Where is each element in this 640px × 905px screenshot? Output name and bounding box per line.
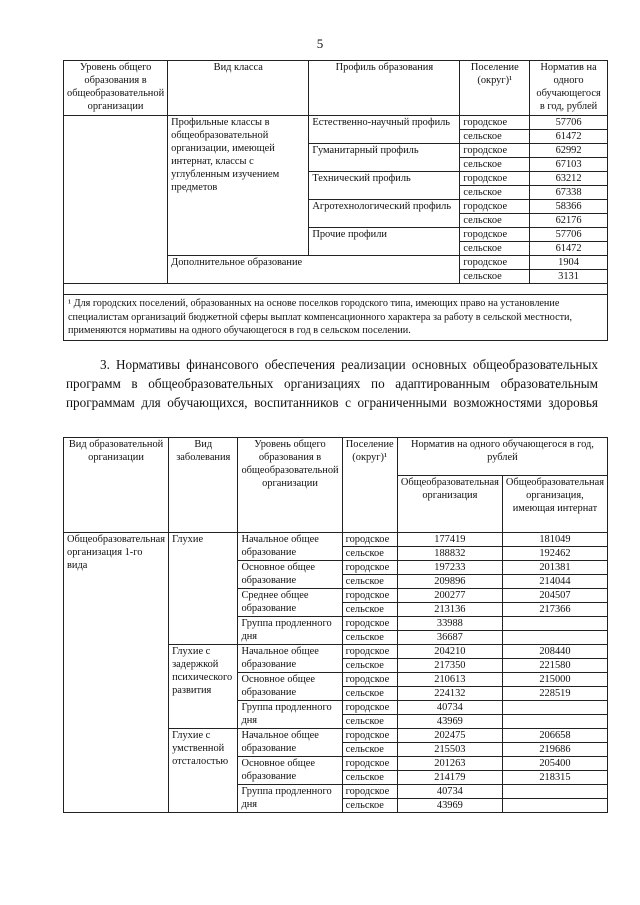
- settlement-cell: городское: [342, 589, 397, 603]
- norm-general-value: 201263: [397, 757, 502, 771]
- settlement-cell: сельское: [342, 631, 397, 645]
- settlement-cell: городское: [342, 533, 397, 547]
- settlement-cell: сельское: [460, 130, 530, 144]
- profile-name: Агротехнологический профиль: [309, 200, 460, 228]
- profile-name: Технический профиль: [309, 172, 460, 200]
- norm-general-value: 204210: [397, 645, 502, 659]
- norm-boarding-value: 221580: [502, 659, 607, 673]
- norm-value: 58366: [530, 200, 608, 214]
- settlement-cell: сельское: [460, 158, 530, 172]
- norm-general-value: 224132: [397, 687, 502, 701]
- norm-general-value: 202475: [397, 729, 502, 743]
- settlement-cell: сельское: [342, 659, 397, 673]
- norm-boarding-value: 206658: [502, 729, 607, 743]
- header-settlement: Поселение (округ)¹: [460, 61, 530, 116]
- norm-general-value: 40734: [397, 785, 502, 799]
- settlement-cell: сельское: [460, 186, 530, 200]
- norm-boarding-value: 214044: [502, 575, 607, 589]
- norm-general-value: 43969: [397, 715, 502, 729]
- norm-general-value: 210613: [397, 673, 502, 687]
- level-cell: Группа продленного дня: [238, 701, 342, 729]
- profile-name: Гуманитарный профиль: [309, 144, 460, 172]
- norm-value: 57706: [530, 228, 608, 242]
- settlement-cell: сельское: [342, 715, 397, 729]
- level-cell-empty: [64, 116, 168, 284]
- norm-boarding-value: [502, 785, 607, 799]
- header-disease: Вид заболевания: [169, 438, 238, 533]
- profile-norms-table: [63, 60, 608, 341]
- norm-value: 63212: [530, 172, 608, 186]
- norm-value: 62176: [530, 214, 608, 228]
- settlement-cell: городское: [342, 673, 397, 687]
- norm-general-value: 43969: [397, 799, 502, 813]
- page-number: 5: [316, 36, 324, 51]
- norm-general-value: 213136: [397, 603, 502, 617]
- settlement-cell: сельское: [460, 214, 530, 228]
- header-level: Уровень общего образования в общеобразовательной организации: [64, 61, 168, 116]
- settlement-cell: сельское: [342, 603, 397, 617]
- norm-boarding-value: 218315: [502, 771, 607, 785]
- norm-value: 1904: [530, 256, 608, 270]
- level-cell: Основное общее образование: [238, 673, 342, 701]
- level-cell: Начальное общее образование: [238, 645, 342, 673]
- norm-boarding-value: 217366: [502, 603, 607, 617]
- level-cell: Среднее общее образование: [238, 589, 342, 617]
- norm-boarding-value: 192462: [502, 547, 607, 561]
- settlement-cell: сельское: [342, 743, 397, 757]
- norm-general-value: 197233: [397, 561, 502, 575]
- norm-general-value: 200277: [397, 589, 502, 603]
- norm-general-value: 188832: [397, 547, 502, 561]
- norm-boarding-value: 181049: [502, 533, 607, 547]
- section-number: 3.: [100, 357, 110, 372]
- settlement-cell: городское: [342, 617, 397, 631]
- table-spacer-row: [64, 284, 608, 295]
- norm-general-value: 177419: [397, 533, 502, 547]
- level-cell: Группа продленного дня: [238, 785, 342, 813]
- norm-general-value: 215503: [397, 743, 502, 757]
- settlement-cell: городское: [460, 116, 530, 130]
- profile-name: Естественно-научный профиль: [309, 116, 460, 144]
- settlement-cell: сельское: [342, 799, 397, 813]
- norm-boarding-value: 228519: [502, 687, 607, 701]
- level-cell: Начальное общее образование: [238, 729, 342, 757]
- settlement-cell: городское: [460, 144, 530, 158]
- norm-value: 57706: [530, 116, 608, 130]
- settlement-cell: городское: [460, 200, 530, 214]
- norm-value: 62992: [530, 144, 608, 158]
- norm-general-value: 40734: [397, 701, 502, 715]
- profile-name: Прочие профили: [309, 228, 460, 256]
- norm-general-value: 209896: [397, 575, 502, 589]
- settlement-cell: городское: [342, 757, 397, 771]
- norm-boarding-value: [502, 715, 607, 729]
- settlement-cell: сельское: [342, 575, 397, 589]
- section-3-heading: [66, 355, 598, 431]
- level-cell: Основное общее образование: [238, 561, 342, 589]
- org-type-cell: Общеобразовательная организация 1-го вида: [64, 533, 169, 813]
- settlement-cell: городское: [460, 228, 530, 242]
- level-cell: Группа продленного дня: [238, 617, 342, 645]
- settlement-cell: сельское: [342, 771, 397, 785]
- norm-general-value: 33988: [397, 617, 502, 631]
- header-settlement: Поселение (округ)¹: [342, 438, 397, 533]
- settlement-cell: городское: [342, 561, 397, 575]
- settlement-cell: сельское: [460, 242, 530, 256]
- norm-value: 61472: [530, 242, 608, 256]
- settlement-cell: городское: [342, 785, 397, 799]
- norm-boarding-value: [502, 701, 607, 715]
- norm-boarding-value: [502, 617, 607, 631]
- settlement-cell: сельское: [342, 547, 397, 561]
- section-title: Нормативы финансового обеспечения реализации основных общеобразовательных программ в общеобразовательных организациях по адаптированным образовательным программам для обучающихся, воспитанников с ограниченными возможностями здоровья: [66, 357, 599, 410]
- header-level: Уровень общего образования в общеобразовательной организации: [238, 438, 342, 533]
- header-org-type: Вид образовательной организации: [64, 438, 169, 533]
- norm-value: 67338: [530, 186, 608, 200]
- norm-value: 67103: [530, 158, 608, 172]
- adaptive-norms-table: [63, 437, 608, 813]
- disease-cell: Глухие с задержкой психического развития: [169, 645, 238, 729]
- norm-general-value: 36687: [397, 631, 502, 645]
- settlement-cell: сельское: [460, 270, 530, 284]
- footnote: ¹ Для городских поселений, образованных на основе поселков городского типа, имеющих право на установление специалистам организаций бюджетной сферы выплат компенсационного характера за работу в сельской местности, применяются нормативы на одного обучающегося в год в сельском поселении.: [64, 295, 608, 341]
- norm-boarding-value: 208440: [502, 645, 607, 659]
- norm-boarding-value: [502, 799, 607, 813]
- norm-boarding-value: 204507: [502, 589, 607, 603]
- settlement-cell: городское: [342, 645, 397, 659]
- norm-value: 61472: [530, 130, 608, 144]
- norm-boarding-value: 219686: [502, 743, 607, 757]
- settlement-cell: городское: [460, 172, 530, 186]
- level-cell: Начальное общее образование: [238, 533, 342, 561]
- norm-value: 3131: [530, 270, 608, 284]
- header-norm-boarding: Общеобразовательная организация, имеющая интернат: [502, 476, 607, 533]
- level-cell: Основное общее образование: [238, 757, 342, 785]
- norm-boarding-value: 201381: [502, 561, 607, 575]
- header-norm: Норматив на одного обучающегося в год, рублей: [530, 61, 608, 116]
- norm-general-value: 217350: [397, 659, 502, 673]
- table2-body: [64, 533, 608, 813]
- norm-boarding-value: 205400: [502, 757, 607, 771]
- profile-class-label: Профильные классы в общеобразовательной организации, имеющей интернат, классы с углубленным изучением предметов: [168, 116, 309, 256]
- table1-body: [64, 116, 608, 341]
- disease-cell: Глухие: [169, 533, 238, 645]
- norm-boarding-value: 215000: [502, 673, 607, 687]
- settlement-cell: городское: [342, 729, 397, 743]
- settlement-cell: сельское: [342, 687, 397, 701]
- header-class-type: Вид класса: [168, 61, 309, 116]
- norm-general-value: 214179: [397, 771, 502, 785]
- norm-boarding-value: [502, 631, 607, 645]
- table-row: [64, 533, 608, 547]
- disease-cell: Глухие с умственной отсталостью: [169, 729, 238, 813]
- header-norm: Норматив на одного обучающегося в год, рублей: [397, 438, 607, 476]
- header-norm-general: Общеобразовательная организация: [397, 476, 502, 533]
- settlement-cell: городское: [460, 256, 530, 270]
- header-profile: Профиль образования: [309, 61, 460, 116]
- settlement-cell: городское: [342, 701, 397, 715]
- additional-education-label: Дополнительное образование: [168, 256, 460, 284]
